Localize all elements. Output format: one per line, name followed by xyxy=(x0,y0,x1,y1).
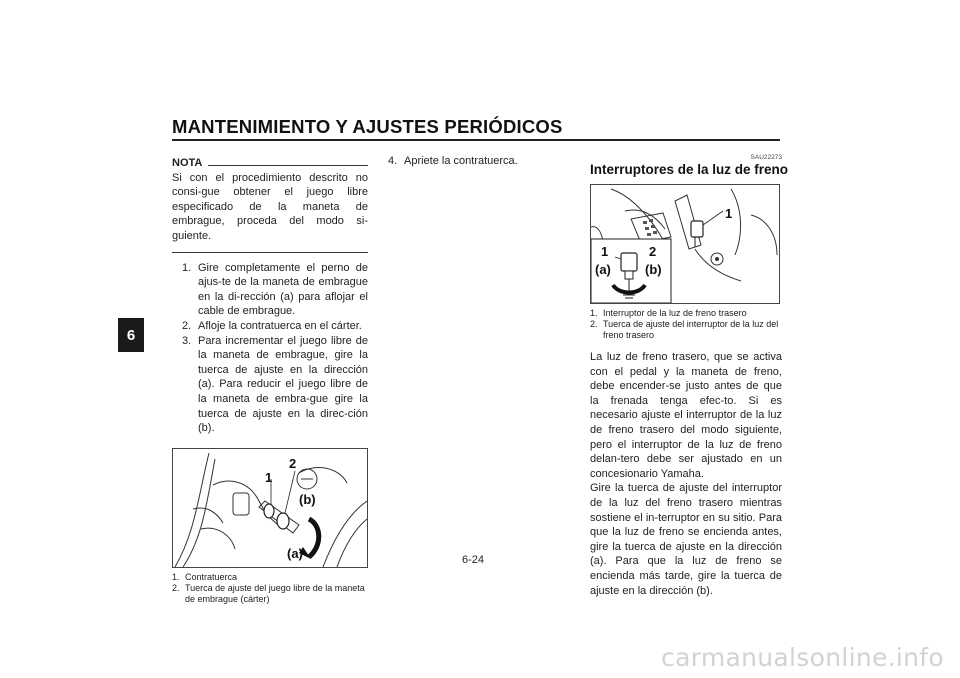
step-number: 4. xyxy=(388,155,398,167)
clutch-adjuster-illustration xyxy=(173,449,367,567)
middle-column xyxy=(388,154,578,169)
step-text: Para incrementar el juego libre de la maneta de embrague, gire la tuerca de ajuste en la dirección (a). Para reducir el juego libre de la maneta de embra-gue gire la tuerca de ajuste en la direc-ción (b). xyxy=(198,334,368,435)
brake-switch-illustration xyxy=(591,185,779,303)
callout-a: (a) xyxy=(287,545,303,561)
list-item xyxy=(182,261,368,319)
right-column xyxy=(590,154,789,598)
callout-1: 1 xyxy=(265,469,273,485)
callout-a: (a) xyxy=(595,262,611,277)
note-rule xyxy=(208,165,368,166)
paragraph: La luz de freno trasero, que se activa con el pedal y la maneta de freno, debe encender-se justo antes de que la frenada tenga efec-to. Si es necesario ajuste el interruptor de la luz de freno trasero del modo siguiente, pero el interruptor de la luz de freno delan-tero debe ser ajustado en un concesionario Yamaha. xyxy=(590,351,782,480)
caption-item xyxy=(172,583,368,605)
callout-2: 2 xyxy=(649,244,657,259)
header-rule xyxy=(172,139,780,141)
caption-number: 2. xyxy=(590,319,598,329)
callout-b: (b) xyxy=(645,262,662,277)
callout-1-switch: 1 xyxy=(725,206,733,221)
body-text xyxy=(590,350,782,598)
note-header xyxy=(172,156,368,171)
brake-switch-figure xyxy=(590,184,780,304)
list-item xyxy=(182,319,368,334)
paragraph: Gire la tuerca de ajuste del interruptor de la luz del freno trasero mientras sostiene el in-terruptor en su sitio. Para que la luz de freno se encienda antes, gire la tuerca de ajuste en la dirección (a). Para que la luz de freno se encienda más tarde, gire la tuerca de ajuste en la dirección (b). xyxy=(590,482,782,597)
caption-number: 1. xyxy=(590,308,598,318)
note-label: NOTA xyxy=(172,157,203,169)
caption-item xyxy=(590,308,782,319)
list-item xyxy=(182,334,368,436)
note-text: Si con el procedimiento descrito no consi-gue obtener el juego libre especificado de la maneta de embrague, proceda del modo si-guiente. xyxy=(172,171,368,242)
note-end-rule xyxy=(172,252,368,253)
step-number: 2. xyxy=(182,319,192,332)
callout-1: 1 xyxy=(601,244,609,259)
caption-number: 1. xyxy=(172,571,180,582)
step-text: Apriete la contratuerca. xyxy=(404,155,518,167)
step-text: Gire completamente el perno de ajus-te de la maneta de embrague en la di-rección (a) para aflojar el cable de embrague. xyxy=(198,261,368,318)
callout-b: (b) xyxy=(299,491,316,507)
caption-number: 2. xyxy=(172,582,180,593)
caption-text: Tuerca de ajuste del interruptor de la luz del freno trasero xyxy=(603,319,779,340)
callout-2: 2 xyxy=(289,455,297,471)
caption-item xyxy=(172,572,368,583)
steps-list-continued xyxy=(388,154,578,169)
figure-captions xyxy=(590,308,782,341)
section-code: SAU22273 xyxy=(750,154,782,161)
list-item xyxy=(388,154,578,169)
caption-text: Tuerca de ajuste del juego libre de la maneta de embrague (cárter) xyxy=(185,582,365,604)
step-number: 1. xyxy=(182,261,192,274)
caption-item xyxy=(590,319,782,341)
step-text: Afloje la contratuerca en el cárter. xyxy=(198,319,362,332)
page-title: MANTENIMIENTO Y AJUSTES PERIÓDICOS xyxy=(172,116,563,137)
step-number: 3. xyxy=(182,334,192,347)
left-column xyxy=(172,154,368,605)
caption-text: Contratuerca xyxy=(185,571,238,582)
section-title: Interruptores de la luz de freno xyxy=(590,162,789,177)
watermark: carmanualsonline.info xyxy=(661,643,944,672)
figure-captions xyxy=(172,572,368,605)
clutch-adjuster-figure xyxy=(172,448,368,568)
caption-text: Interruptor de la luz de freno trasero xyxy=(603,308,747,318)
page-number: 6-24 xyxy=(462,554,485,566)
chapter-tab: 6 xyxy=(118,318,144,352)
steps-list xyxy=(172,261,368,436)
